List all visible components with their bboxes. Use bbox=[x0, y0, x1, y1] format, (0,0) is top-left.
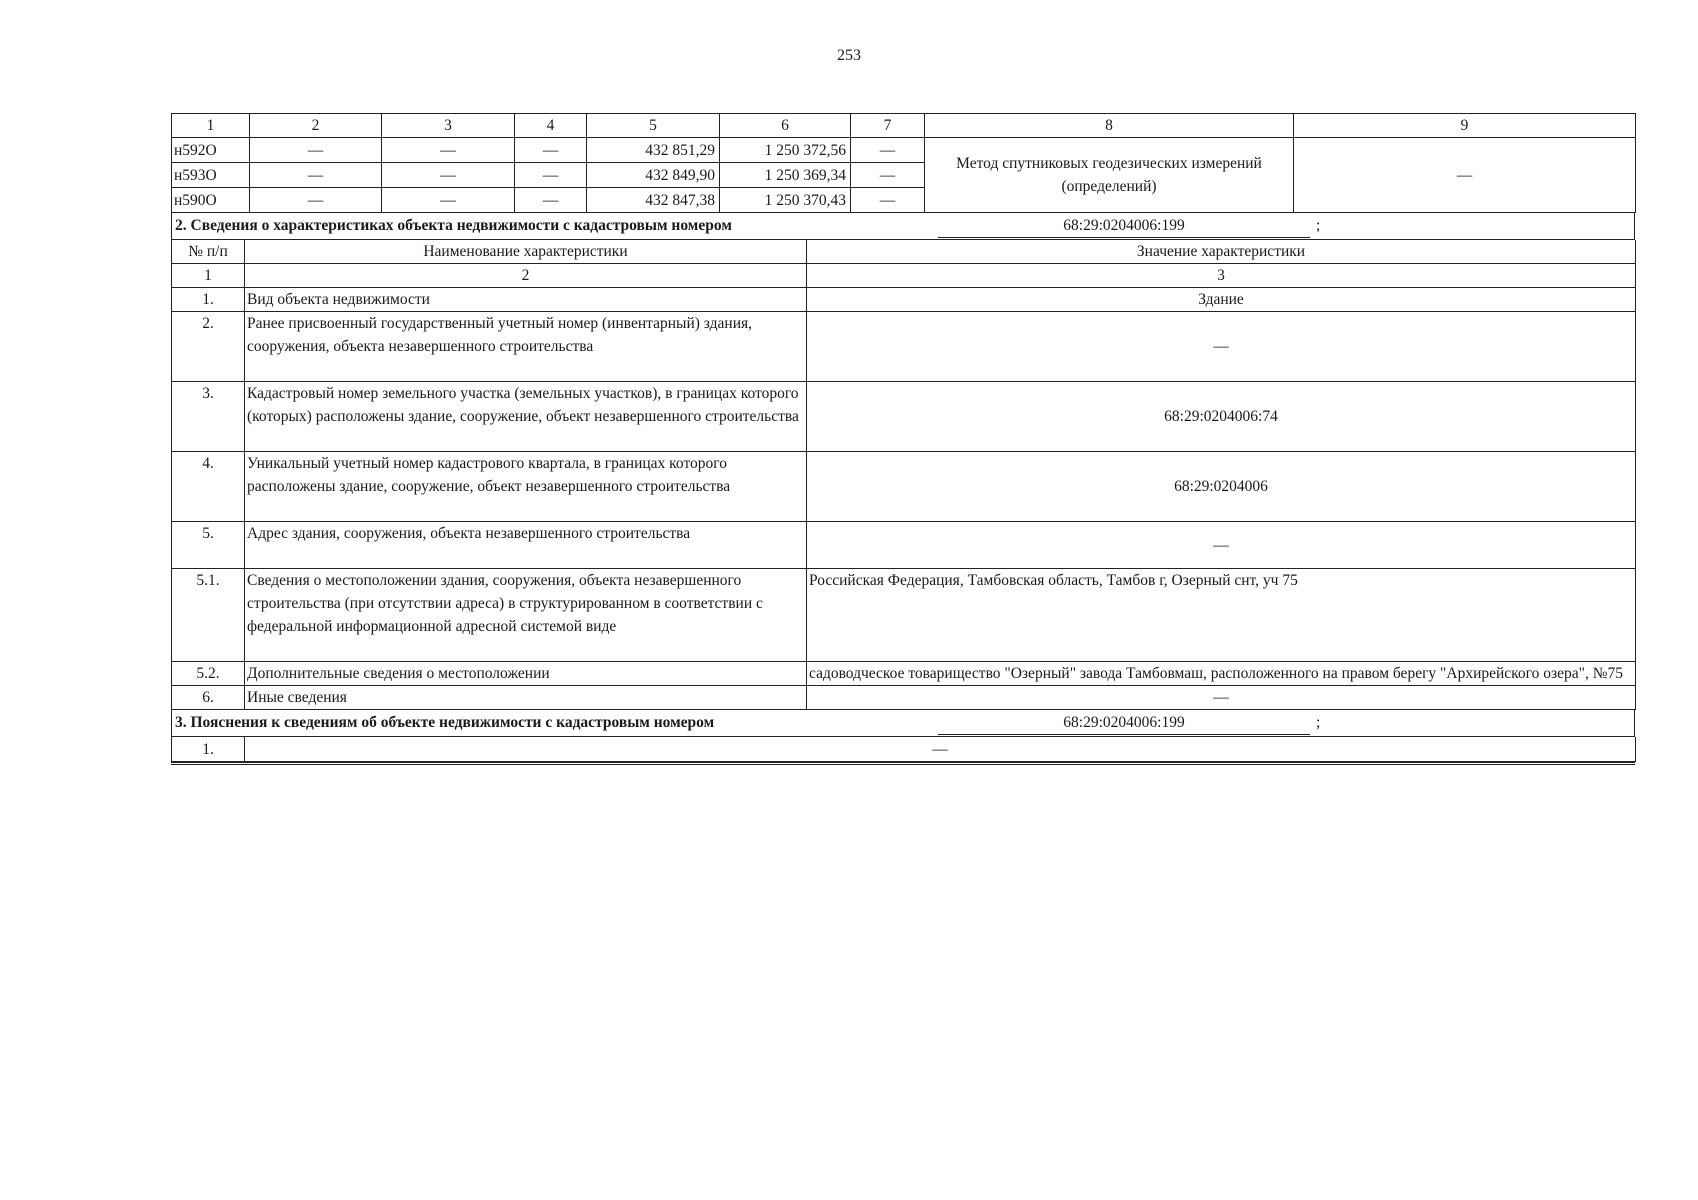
row-number: 3. bbox=[172, 382, 245, 452]
characteristics-header-row bbox=[172, 240, 1636, 264]
characteristic-value: — bbox=[807, 686, 1636, 710]
coord-header-cell: 3 bbox=[382, 114, 515, 138]
characteristic-row bbox=[172, 569, 1636, 662]
coord-cell: — bbox=[851, 188, 925, 213]
coord-header-cell: 8 bbox=[925, 114, 1294, 138]
characteristic-name: Вид объекта недвижимости bbox=[245, 288, 807, 312]
coord-header-cell: 5 bbox=[587, 114, 720, 138]
col-number: 2 bbox=[245, 264, 807, 288]
coord-x: 432 847,38 bbox=[587, 188, 720, 213]
document-sheet bbox=[171, 113, 1635, 765]
coord-col9: — bbox=[1294, 138, 1636, 213]
measurement-method: Метод спутниковых геодезических измерений (определений) bbox=[925, 138, 1294, 213]
section2-colon: ; bbox=[1316, 217, 1321, 234]
characteristic-name: Дополнительные сведения о местоположении bbox=[245, 662, 807, 686]
coord-header-cell: 2 bbox=[250, 114, 382, 138]
explanations-table bbox=[171, 737, 1636, 762]
characteristic-row bbox=[172, 522, 1636, 569]
point-name: н590О bbox=[172, 188, 250, 213]
coord-y: 1 250 372,56 bbox=[720, 138, 851, 163]
coord-x: 432 851,29 bbox=[587, 138, 720, 163]
coord-cell: — bbox=[250, 138, 382, 163]
point-name: н592О bbox=[172, 138, 250, 163]
coord-cell: — bbox=[515, 188, 587, 213]
section3-cadastral-number: 68:29:0204006:199 bbox=[938, 711, 1310, 735]
explanation-row bbox=[172, 737, 1636, 762]
coordinates-table bbox=[171, 113, 1636, 213]
characteristics-table bbox=[171, 240, 1636, 710]
characteristic-row bbox=[172, 686, 1636, 710]
characteristic-row bbox=[172, 312, 1636, 382]
col-number: 3 bbox=[807, 264, 1636, 288]
section3-title: 3. Пояснения к сведениям об объекте недвижимости с кадастровым номером bbox=[175, 714, 715, 731]
row-number: 1. bbox=[172, 288, 245, 312]
section2-title: 2. Сведения о характеристиках объекта недвижимости с кадастровым номером bbox=[175, 217, 732, 234]
point-name: н593О bbox=[172, 163, 250, 188]
row-number: 2. bbox=[172, 312, 245, 382]
characteristic-name: Адрес здания, сооружения, объекта незавершенного строительства bbox=[245, 522, 807, 569]
characteristic-value: 68:29:0204006 bbox=[807, 452, 1636, 522]
section2-header bbox=[171, 213, 1635, 240]
row-number: 5.2. bbox=[172, 662, 245, 686]
coordinates-header-row bbox=[172, 114, 1636, 138]
characteristic-value: садоводческое товарищество "Озерный" завода Тамбовмаш, расположенного на правом берегу "Архирейского озера", №75 bbox=[807, 662, 1636, 686]
characteristic-value: — bbox=[807, 522, 1636, 569]
coord-cell: — bbox=[851, 138, 925, 163]
explanation-value: — bbox=[245, 737, 1636, 762]
coord-cell: — bbox=[382, 188, 515, 213]
coord-cell: — bbox=[250, 188, 382, 213]
section3-header bbox=[171, 710, 1635, 737]
row-number: 5.1. bbox=[172, 569, 245, 662]
row-number: 4. bbox=[172, 452, 245, 522]
coord-cell: — bbox=[851, 163, 925, 188]
characteristic-value: 68:29:0204006:74 bbox=[807, 382, 1636, 452]
coord-header-cell: 6 bbox=[720, 114, 851, 138]
coord-header-cell: 7 bbox=[851, 114, 925, 138]
coord-cell: — bbox=[250, 163, 382, 188]
characteristic-name: Уникальный учетный номер кадастрового квартала, в границах которого расположены здание, сооружение, объект незавершенного строительства bbox=[245, 452, 807, 522]
col-header-name: Наименование характеристики bbox=[245, 240, 807, 264]
characteristic-name: Сведения о местоположении здания, сооружения, объекта незавершенного строительства (при отсутствии адреса) в структурированном в соответствии с федеральной информационной адресной системой виде bbox=[245, 569, 807, 662]
coord-header-cell: 4 bbox=[515, 114, 587, 138]
coord-cell: — bbox=[515, 163, 587, 188]
row-number: 1. bbox=[172, 737, 245, 762]
characteristic-name: Кадастровый номер земельного участка (земельных участков), в границах которого (которых) расположены здание, сооружение, объект незавершенного строительства bbox=[245, 382, 807, 452]
row-number: 6. bbox=[172, 686, 245, 710]
characteristic-name: Ранее присвоенный государственный учетный номер (инвентарный) здания, сооружения, объекта незавершенного строительства bbox=[245, 312, 807, 382]
coord-y: 1 250 370,43 bbox=[720, 188, 851, 213]
characteristic-row bbox=[172, 382, 1636, 452]
section2-cadastral-number: 68:29:0204006:199 bbox=[938, 214, 1310, 238]
coordinates-row bbox=[172, 138, 1636, 163]
column-numbers-row bbox=[172, 264, 1636, 288]
coord-y: 1 250 369,34 bbox=[720, 163, 851, 188]
coord-x: 432 849,90 bbox=[587, 163, 720, 188]
characteristic-name: Иные сведения bbox=[245, 686, 807, 710]
col-number: 1 bbox=[172, 264, 245, 288]
coord-cell: — bbox=[515, 138, 587, 163]
page-number: 253 bbox=[837, 47, 861, 64]
col-header-num: № п/п bbox=[172, 240, 245, 264]
col-header-value: Значение характеристики bbox=[807, 240, 1636, 264]
coord-cell: — bbox=[382, 138, 515, 163]
characteristic-row bbox=[172, 288, 1636, 312]
coord-header-cell: 1 bbox=[172, 114, 250, 138]
characteristic-row bbox=[172, 662, 1636, 686]
row-number: 5. bbox=[172, 522, 245, 569]
coord-header-cell: 9 bbox=[1294, 114, 1636, 138]
characteristic-value: Здание bbox=[807, 288, 1636, 312]
coord-cell: — bbox=[382, 163, 515, 188]
characteristic-value: Российская Федерация, Тамбовская область, Тамбов г, Озерный снт, уч 75 bbox=[807, 569, 1636, 662]
characteristic-row bbox=[172, 452, 1636, 522]
characteristic-value: — bbox=[807, 312, 1636, 382]
section3-colon: ; bbox=[1316, 714, 1321, 731]
